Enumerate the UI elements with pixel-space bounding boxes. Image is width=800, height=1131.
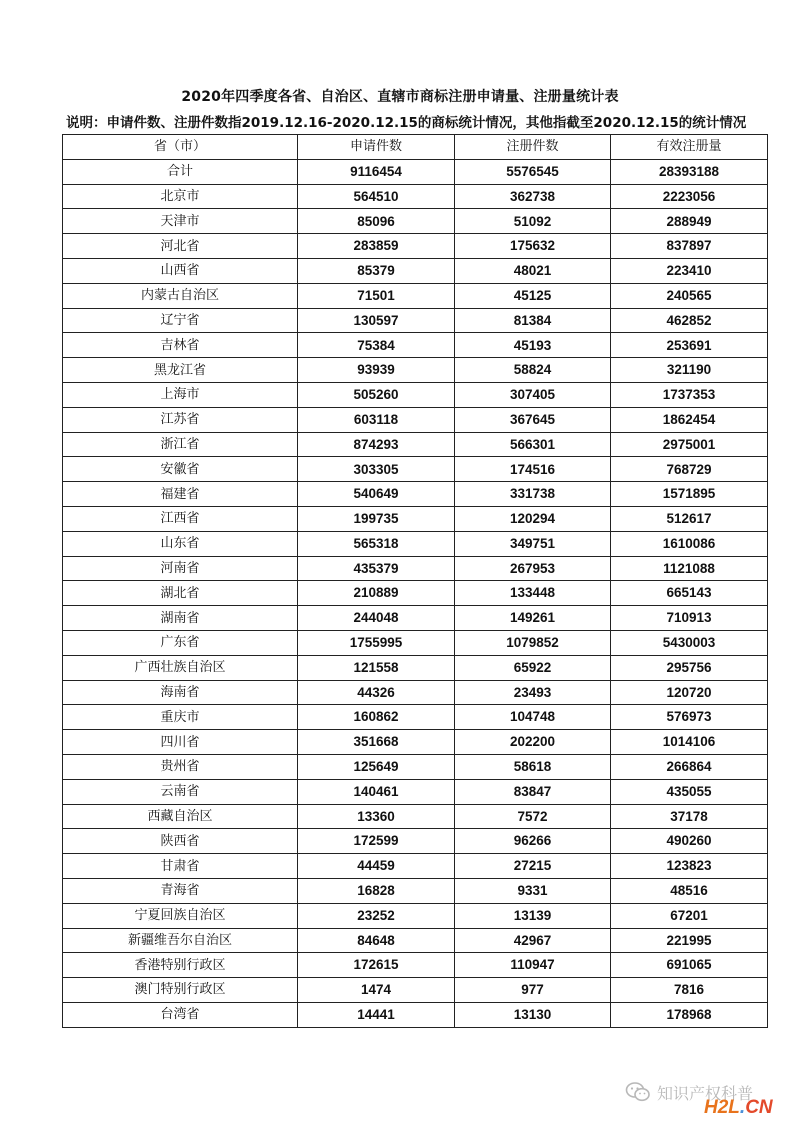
cell-valid-registrations: 123823	[611, 854, 768, 879]
cell-applications: 874293	[298, 432, 455, 457]
cell-registrations: 23493	[455, 680, 611, 705]
cell-registrations: 5576545	[455, 159, 611, 184]
table-row	[63, 779, 768, 804]
cell-province: 北京市	[63, 184, 298, 209]
page-title: 2020年四季度各省、自治区、直辖市商标注册申请量、注册量统计表	[181, 89, 619, 105]
cell-applications: 435379	[298, 556, 455, 581]
table-row	[63, 482, 768, 507]
cell-province: 贵州省	[63, 754, 298, 779]
cell-valid-registrations: 178968	[611, 1002, 768, 1027]
cell-valid-registrations: 490260	[611, 829, 768, 854]
cell-registrations: 96266	[455, 829, 611, 854]
cell-applications: 121558	[298, 655, 455, 680]
cell-valid-registrations: 223410	[611, 258, 768, 283]
table-row	[63, 754, 768, 779]
cell-registrations: 45193	[455, 333, 611, 358]
table-row	[63, 432, 768, 457]
cell-valid-registrations: 1121088	[611, 556, 768, 581]
cell-registrations: 110947	[455, 953, 611, 978]
cell-province: 重庆市	[63, 705, 298, 730]
cell-province: 安徽省	[63, 457, 298, 482]
cell-applications: 244048	[298, 606, 455, 631]
cell-registrations: 367645	[455, 407, 611, 432]
cell-valid-registrations: 768729	[611, 457, 768, 482]
cell-province: 湖南省	[63, 606, 298, 631]
cell-registrations: 27215	[455, 854, 611, 879]
cell-valid-registrations: 240565	[611, 283, 768, 308]
cell-registrations: 48021	[455, 258, 611, 283]
cell-valid-registrations: 512617	[611, 506, 768, 531]
cell-province: 福建省	[63, 482, 298, 507]
table-row	[63, 655, 768, 680]
cell-valid-registrations: 120720	[611, 680, 768, 705]
cell-applications: 199735	[298, 506, 455, 531]
cell-registrations: 1079852	[455, 630, 611, 655]
table-row	[63, 730, 768, 755]
cell-applications: 160862	[298, 705, 455, 730]
cell-registrations: 13130	[455, 1002, 611, 1027]
cell-province: 西藏自治区	[63, 804, 298, 829]
cell-province: 浙江省	[63, 432, 298, 457]
site-logo: H2L.CN	[704, 1097, 773, 1118]
cell-valid-registrations: 1571895	[611, 482, 768, 507]
cell-province: 江苏省	[63, 407, 298, 432]
table-row	[63, 854, 768, 879]
cell-valid-registrations: 710913	[611, 606, 768, 631]
cell-applications: 85096	[298, 209, 455, 234]
table-row	[63, 358, 768, 383]
table-row	[63, 705, 768, 730]
cell-registrations: 81384	[455, 308, 611, 333]
cell-valid-registrations: 837897	[611, 234, 768, 259]
cell-valid-registrations: 1737353	[611, 382, 768, 407]
cell-province: 广西壮族自治区	[63, 655, 298, 680]
cell-valid-registrations: 48516	[611, 878, 768, 903]
table-row	[63, 1002, 768, 1027]
table-row	[63, 407, 768, 432]
cell-province: 广东省	[63, 630, 298, 655]
cell-valid-registrations: 253691	[611, 333, 768, 358]
cell-province: 湖北省	[63, 581, 298, 606]
cell-province: 云南省	[63, 779, 298, 804]
cell-province: 宁夏回族自治区	[63, 903, 298, 928]
cell-registrations: 13139	[455, 903, 611, 928]
table-row	[63, 382, 768, 407]
table-row	[63, 184, 768, 209]
table-row	[63, 308, 768, 333]
cell-applications: 140461	[298, 779, 455, 804]
cell-valid-registrations: 288949	[611, 209, 768, 234]
table-row	[63, 209, 768, 234]
cell-registrations: 307405	[455, 382, 611, 407]
cell-valid-registrations: 67201	[611, 903, 768, 928]
cell-registrations: 51092	[455, 209, 611, 234]
cell-registrations: 149261	[455, 606, 611, 631]
cell-applications: 75384	[298, 333, 455, 358]
cell-registrations: 566301	[455, 432, 611, 457]
cell-registrations: 202200	[455, 730, 611, 755]
wechat-icon	[625, 1081, 651, 1103]
cell-province: 陕西省	[63, 829, 298, 854]
table-row	[63, 258, 768, 283]
cell-applications: 172599	[298, 829, 455, 854]
cell-applications: 1474	[298, 978, 455, 1003]
cell-valid-registrations: 266864	[611, 754, 768, 779]
cell-valid-registrations: 2975001	[611, 432, 768, 457]
table-row	[63, 804, 768, 829]
cell-valid-registrations: 221995	[611, 928, 768, 953]
cell-valid-registrations: 37178	[611, 804, 768, 829]
table-row	[63, 928, 768, 953]
cell-applications: 603118	[298, 407, 455, 432]
cell-valid-registrations: 462852	[611, 308, 768, 333]
cell-applications: 44459	[298, 854, 455, 879]
column-header-applications: 申请件数	[298, 135, 455, 160]
cell-province: 合计	[63, 159, 298, 184]
cell-applications: 71501	[298, 283, 455, 308]
cell-registrations: 104748	[455, 705, 611, 730]
cell-applications: 172615	[298, 953, 455, 978]
cell-province: 青海省	[63, 878, 298, 903]
table-row	[63, 878, 768, 903]
cell-applications: 283859	[298, 234, 455, 259]
cell-applications: 14441	[298, 1002, 455, 1027]
cell-valid-registrations: 2223056	[611, 184, 768, 209]
stats-table	[62, 134, 768, 1028]
cell-registrations: 9331	[455, 878, 611, 903]
table-header-row	[63, 135, 768, 160]
cell-valid-registrations: 7816	[611, 978, 768, 1003]
table-row	[63, 978, 768, 1003]
table-row	[63, 457, 768, 482]
cell-applications: 44326	[298, 680, 455, 705]
cell-valid-registrations: 576973	[611, 705, 768, 730]
table-row	[63, 630, 768, 655]
cell-applications: 130597	[298, 308, 455, 333]
table-row	[63, 903, 768, 928]
cell-valid-registrations: 1610086	[611, 531, 768, 556]
table-row	[63, 333, 768, 358]
cell-province: 海南省	[63, 680, 298, 705]
cell-applications: 565318	[298, 531, 455, 556]
watermark-text: 知识产权科普	[657, 1083, 754, 1103]
cell-applications: 540649	[298, 482, 455, 507]
cell-registrations: 174516	[455, 457, 611, 482]
table-row	[63, 581, 768, 606]
cell-province: 山西省	[63, 258, 298, 283]
cell-registrations: 267953	[455, 556, 611, 581]
cell-province: 甘肃省	[63, 854, 298, 879]
cell-valid-registrations: 665143	[611, 581, 768, 606]
cell-applications: 84648	[298, 928, 455, 953]
table-row	[63, 606, 768, 631]
cell-province: 河北省	[63, 234, 298, 259]
table-row	[63, 283, 768, 308]
cell-registrations: 83847	[455, 779, 611, 804]
cell-valid-registrations: 5430003	[611, 630, 768, 655]
cell-registrations: 120294	[455, 506, 611, 531]
cell-registrations: 331738	[455, 482, 611, 507]
cell-applications: 16828	[298, 878, 455, 903]
cell-applications: 125649	[298, 754, 455, 779]
cell-registrations: 65922	[455, 655, 611, 680]
cell-province: 吉林省	[63, 333, 298, 358]
cell-registrations: 133448	[455, 581, 611, 606]
column-header-province: 省（市）	[63, 135, 298, 160]
cell-registrations: 7572	[455, 804, 611, 829]
cell-applications: 303305	[298, 457, 455, 482]
cell-applications: 1755995	[298, 630, 455, 655]
cell-valid-registrations: 295756	[611, 655, 768, 680]
table-row	[63, 506, 768, 531]
cell-registrations: 42967	[455, 928, 611, 953]
cell-valid-registrations: 321190	[611, 358, 768, 383]
cell-applications: 23252	[298, 903, 455, 928]
cell-province: 河南省	[63, 556, 298, 581]
table-note: 说明：申请件数、注册件数指2019.12.16-2020.12.15的商标统计情况，其他指截至2020.12.15的统计情况	[66, 115, 747, 131]
cell-registrations: 45125	[455, 283, 611, 308]
cell-province: 辽宁省	[63, 308, 298, 333]
cell-registrations: 349751	[455, 531, 611, 556]
cell-valid-registrations: 435055	[611, 779, 768, 804]
cell-province: 天津市	[63, 209, 298, 234]
cell-province: 香港特别行政区	[63, 953, 298, 978]
cell-valid-registrations: 28393188	[611, 159, 768, 184]
cell-province: 黑龙江省	[63, 358, 298, 383]
cell-province: 内蒙古自治区	[63, 283, 298, 308]
cell-province: 新疆维吾尔自治区	[63, 928, 298, 953]
column-header-registrations: 注册件数	[455, 135, 611, 160]
cell-province: 山东省	[63, 531, 298, 556]
cell-applications: 93939	[298, 358, 455, 383]
cell-province: 澳门特别行政区	[63, 978, 298, 1003]
cell-applications: 85379	[298, 258, 455, 283]
table-row	[63, 531, 768, 556]
cell-applications: 505260	[298, 382, 455, 407]
cell-applications: 13360	[298, 804, 455, 829]
cell-registrations: 58824	[455, 358, 611, 383]
table-row	[63, 680, 768, 705]
table-row	[63, 556, 768, 581]
cell-registrations: 175632	[455, 234, 611, 259]
cell-applications: 210889	[298, 581, 455, 606]
cell-registrations: 362738	[455, 184, 611, 209]
cell-valid-registrations: 1862454	[611, 407, 768, 432]
table-row-total	[63, 159, 768, 184]
column-header-valid-registrations: 有效注册量	[611, 135, 768, 160]
table-body	[63, 159, 768, 1027]
cell-province: 上海市	[63, 382, 298, 407]
cell-registrations: 58618	[455, 754, 611, 779]
cell-province: 四川省	[63, 730, 298, 755]
table-row	[63, 829, 768, 854]
cell-province: 台湾省	[63, 1002, 298, 1027]
cell-valid-registrations: 691065	[611, 953, 768, 978]
cell-applications: 351668	[298, 730, 455, 755]
cell-registrations: 977	[455, 978, 611, 1003]
cell-province: 江西省	[63, 506, 298, 531]
table-row	[63, 953, 768, 978]
table-row	[63, 234, 768, 259]
cell-applications: 564510	[298, 184, 455, 209]
cell-applications: 9116454	[298, 159, 455, 184]
cell-valid-registrations: 1014106	[611, 730, 768, 755]
